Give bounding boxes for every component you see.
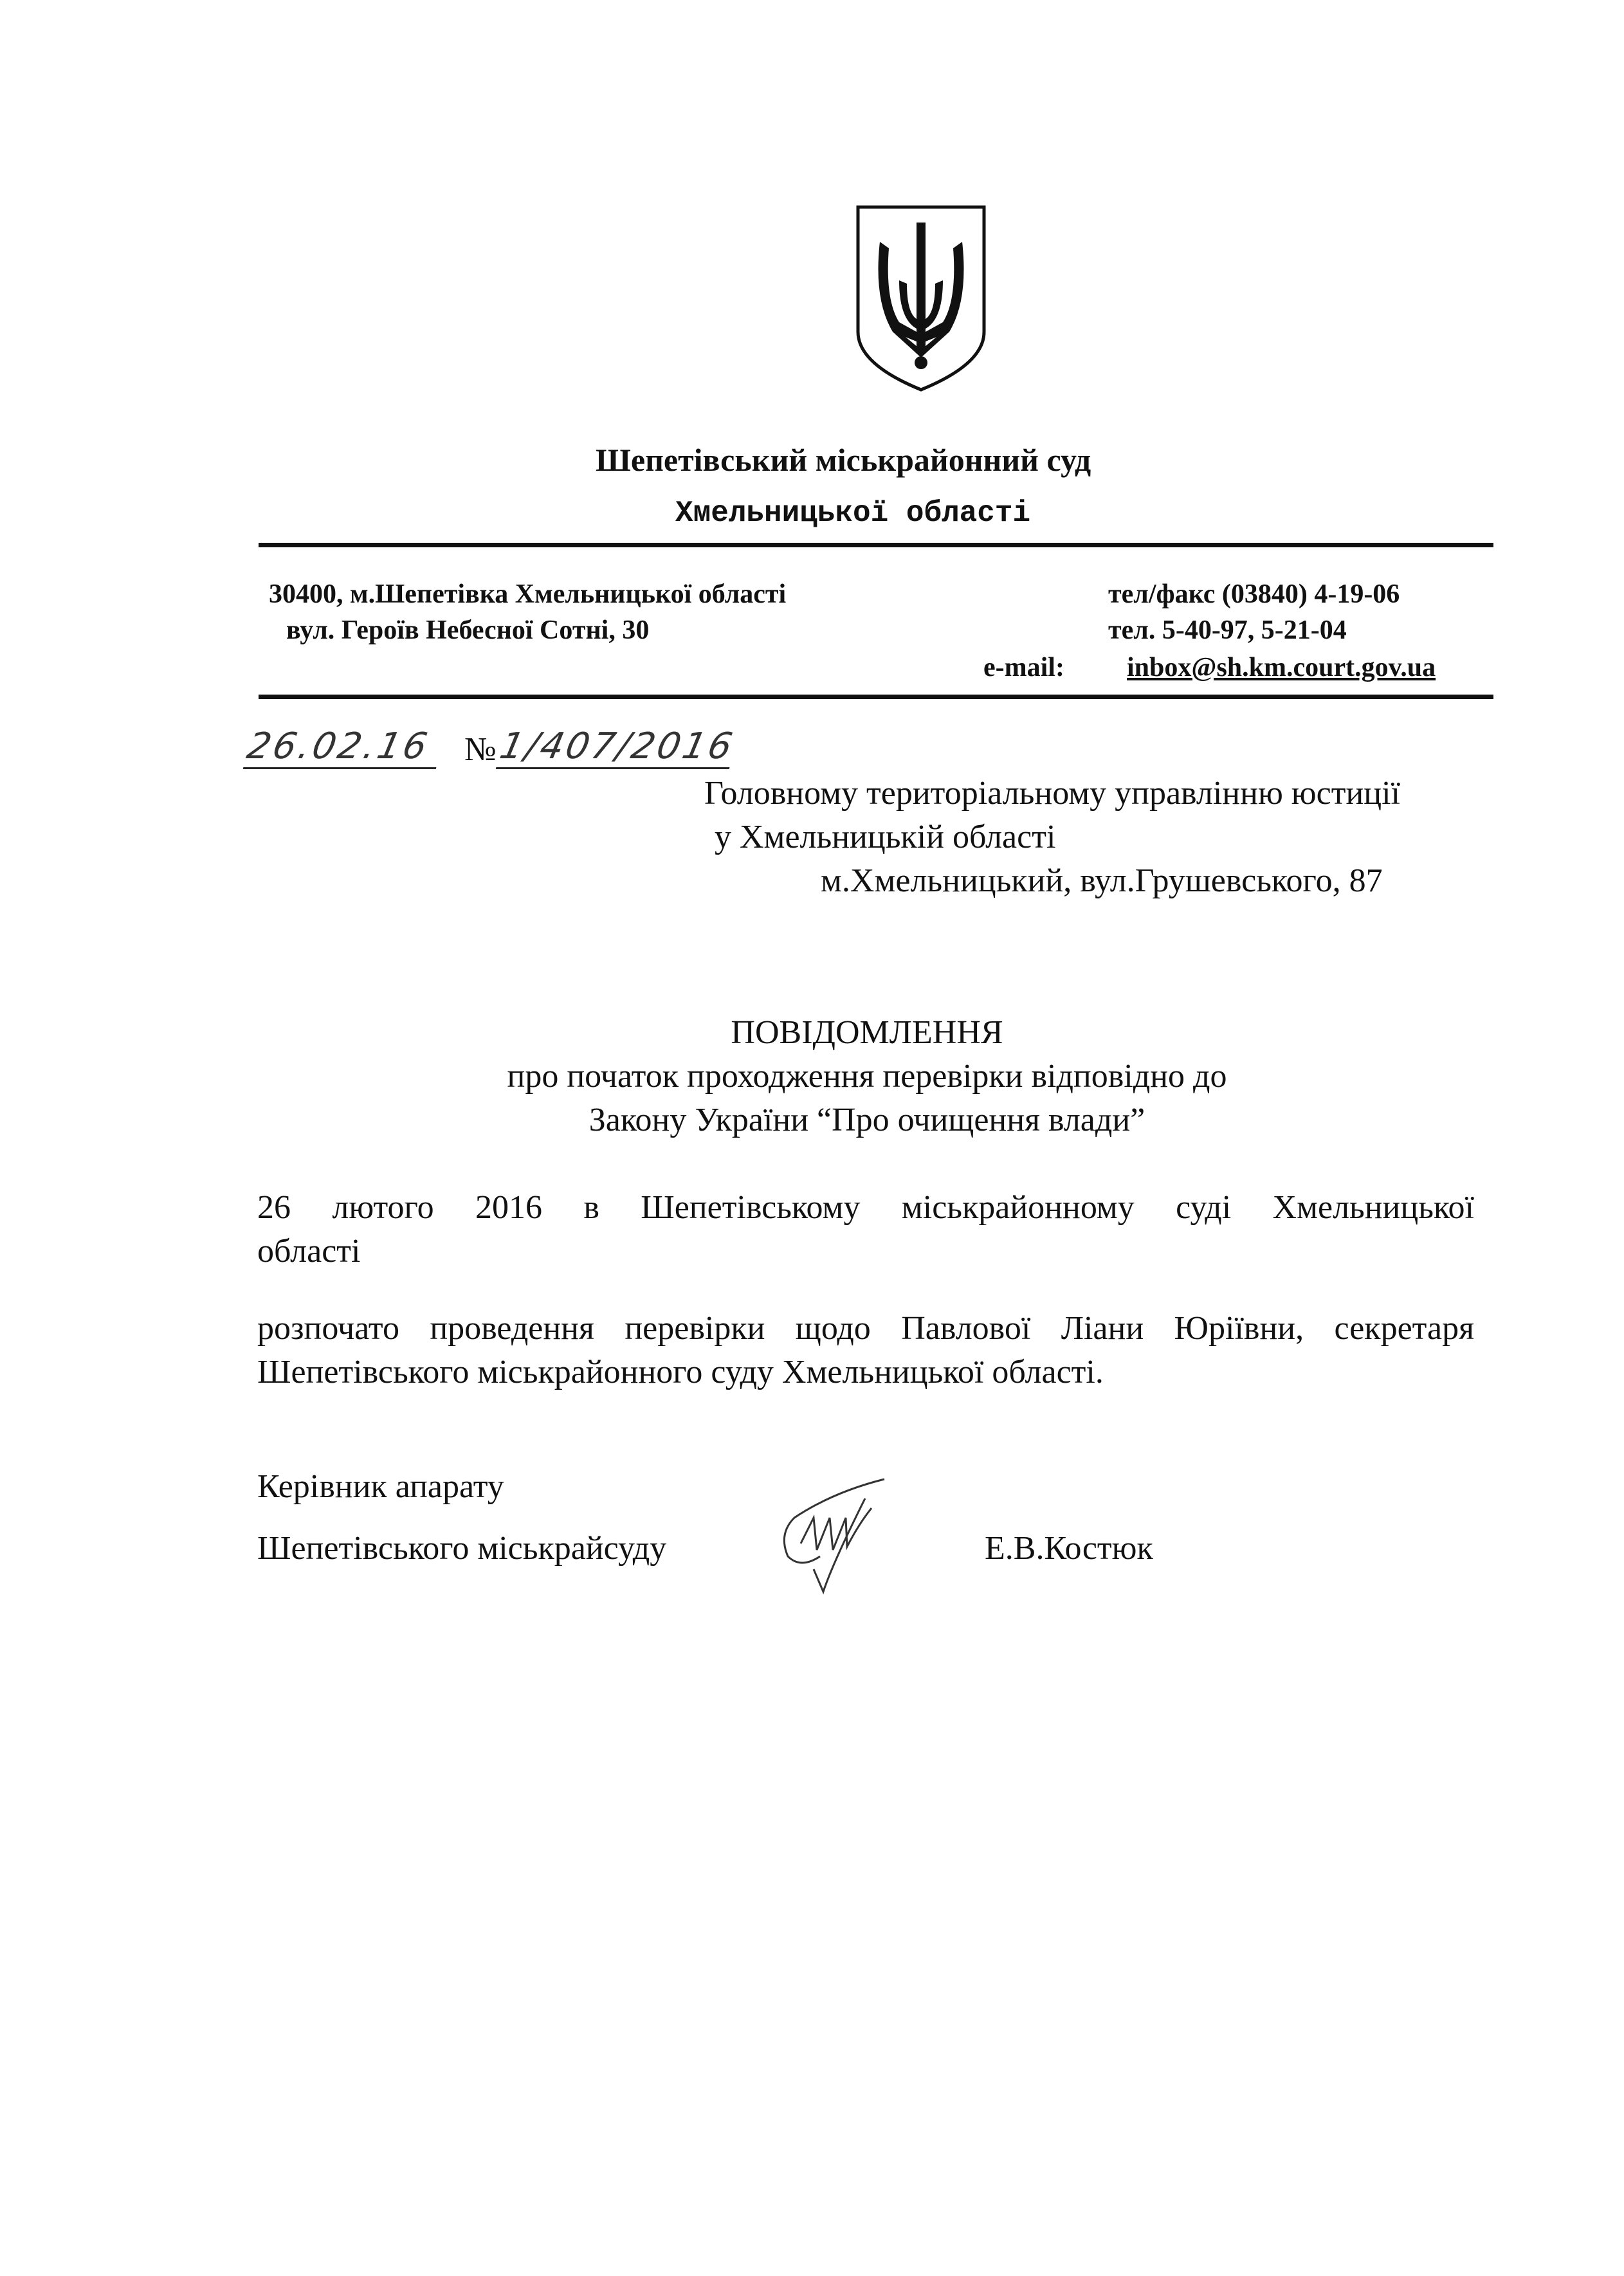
address-line2: вул. Героїв Небесної Сотні, 30 [286,615,650,645]
signer-position-1: Керівник апарату [257,1468,504,1505]
paragraph-2-line-1: розпочато проведення перевірки щодо Павлової Ліани Юріївни, секретаря [257,1310,1474,1347]
email-label: e-mail: [983,653,1064,682]
court-name: Шепетівський міськрайонний суд [596,442,1091,478]
court-region: Хмельницької області [675,496,1031,530]
document-subtitle-2: Закону України “Про очищення влади” [588,1102,1145,1138]
number-label: № [464,731,497,768]
address-line1: 30400, м.Шепетівка Хмельницької області [269,579,787,609]
document-subtitle-1: про початок проходження перевірки відповідно до [507,1058,1227,1095]
phone-fax: тел/факс (03840) 4-19-06 [1108,579,1400,609]
handwritten-signature-icon [775,1473,891,1595]
outgoing-number: 1/407/2016 [496,725,738,769]
outgoing-date: 26.02.16 [243,725,445,769]
paragraph-2-line-2: Шепетівського міськрайонного суду Хмельницької області. [257,1354,1104,1390]
paragraph-1-line-1: 26 лютого 2016 в Шепетівському міськрайонному суді Хмельницької [257,1189,1474,1226]
contacts-divider [259,695,1493,699]
document-title: ПОВІДОМЛЕННЯ [731,1014,1003,1051]
signer-position-2: Шепетівського міськрайсуду [257,1530,667,1567]
recipient-line2: у Хмельницькій області [715,819,1056,855]
recipient-line1: Головному територіальному управлінню юстиції [704,775,1400,812]
paragraph-1-line-2: області [257,1233,361,1270]
coat-of-arms-icon [854,203,988,394]
header-divider [259,543,1493,547]
phones: тел. 5-40-97, 5-21-04 [1108,615,1347,645]
signer-name: Е.В.Костюк [985,1530,1153,1567]
recipient-line3: м.Хмельницький, вул.Грушевського, 87 [821,862,1383,899]
email-link[interactable]: inbox@sh.km.court.gov.ua [1127,653,1436,682]
